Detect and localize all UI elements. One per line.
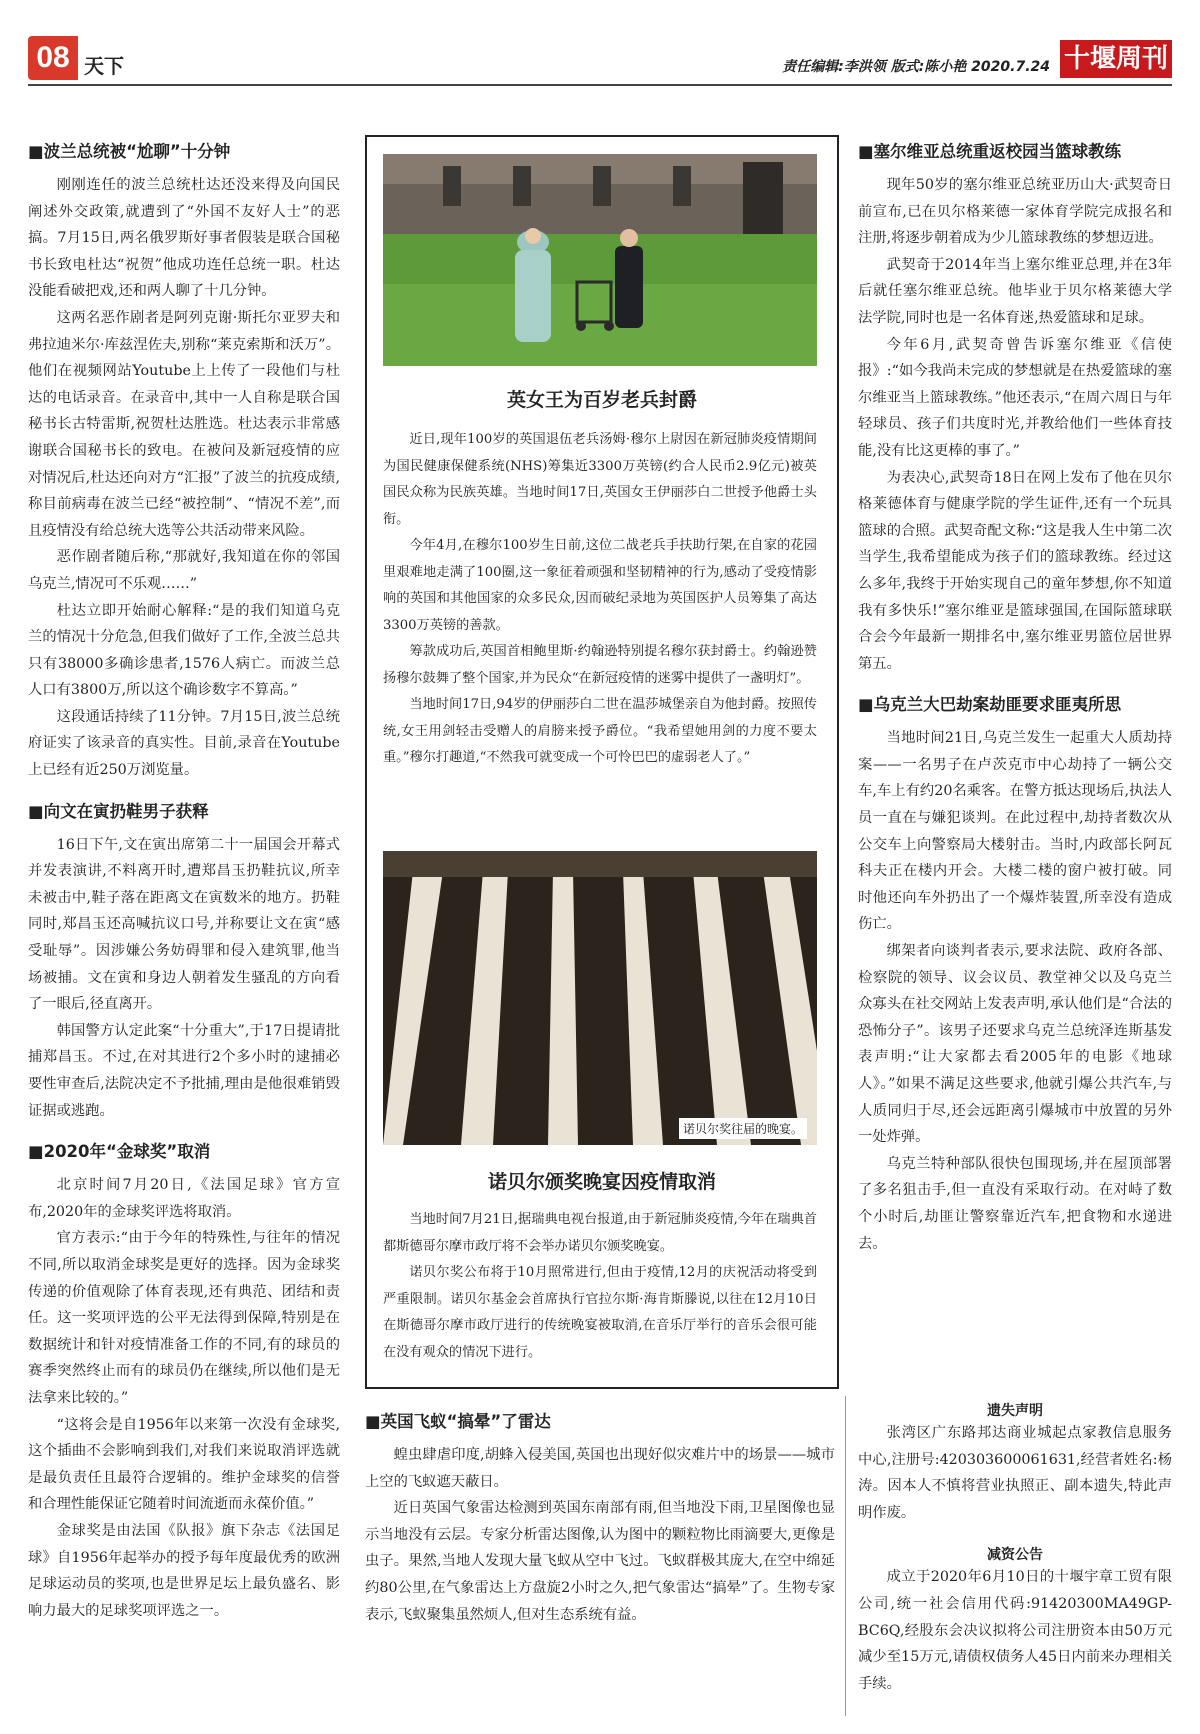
paragraph: 杜达立即开始耐心解释:“是的我们知道乌克兰的情况十分危急,但我们做好了工作,全波兰总共只有38000多确诊患者,1576人病亡。而波兰总人口有3800万,所以这个确诊数字不算高。”	[28, 602, 340, 699]
header-divider	[28, 84, 1172, 86]
notices	[858, 1400, 1172, 1697]
paragraph: 近日英国气象雷达检测到英国东南部有雨,但当地没下雨,卫星图像也显示当地没有云层。专家分析雷达图像,认为图中的颗粒物比雨滴要大,更像是虫子。果然,当地人发现大量飞蚁从空中飞过。飞蚁群极其庞大,在空中绵延约80公里,在气象雷达上方盘旋2小时之久,把气象雷达“搞晕”了。生物专家表示,飞蚁聚集虽然烦人,但对生态系统有益。	[365, 1500, 835, 1623]
paragraph: 当地时间21日,乌克兰发生一起重大人质劫持案——一名男子在卢茨克市中心劫持了一辆公交车,车上有约20名乘客。在警方抵达现场后,执法人员一直在与嫌犯谈判。在此过程中,劫持者数次从公交车上向警察局大楼射击。当时,内政部长阿瓦科夫正在楼内开会。大楼二楼的窗户被打破。同时他还向车外扔出了一个爆炸装置,所幸没有造成伤亡。	[858, 730, 1172, 933]
paragraph: 今年6月,武契奇曾告诉塞尔维亚《信使报》:“如今我尚未完成的梦想就是在热爱篮球的塞尔维亚当上篮球教练。”他还表示,“在周六周日与年轻球员、孩子们共度时光,并教给他们一些体育技能,没有比这更棒的事了。”	[858, 336, 1172, 459]
paragraph: 今年4月,在穆尔100岁生日前,这位二战老兵手扶助行架,在自家的花园里艰难地走满了100圈,这一象征着顽强和坚韧精神的行为,感动了受疫情影响的英国和其他国家的众多民众,因而破纪录地为英国医护人员筹集了高达3300万英镑的善款。	[383, 538, 817, 633]
paragraph: 蝗虫肆虐印度,胡蜂入侵美国,英国也出现好似灾难片中的场景——城市上空的飞蚁遮天蔽日。	[365, 1447, 835, 1490]
article-title: 诺贝尔颁奖晚宴因疫情取消	[487, 1171, 716, 1193]
center-lower-column	[365, 1408, 835, 1628]
editor-credits: 责任编辑:李洪领 版式:陈小艳 2020.7.24	[782, 59, 1050, 75]
paragraph: 这两名恶作剧者是阿列克谢·斯托尔亚罗夫和弗拉迪米尔·库兹涅佐夫,别称“莱克索斯和沃万”。他们在视频网站Youtube上上传了一段他们与杜达的电话录音。在录音中,其中一人自称是联合国秘书长古特雷斯,祝贺杜达胜选。杜达表示非常感谢联合国秘书长的致电。在被问及新冠疫情的应对情况后,杜达还向对方“汇报”了波兰的抗疫成绩,称目前病毒在波兰已经“被控制”、“情况不差”,而且疫情没有给总统大选等公共活动带来风险。	[28, 309, 340, 539]
page-header	[0, 0, 1200, 90]
paragraph: 金球奖是由法国《队报》旗下杂志《法国足球》自1956年起举办的授予每年度最优秀的欧洲足球运动员的奖项,也是世界足坛上最负盛名、影响力最大的足球奖项评选之一。	[28, 1522, 340, 1619]
paragraph: 北京时间7月20日,《法国足球》官方宣布,2020年的金球奖评选将取消。	[28, 1177, 340, 1220]
article-title: ■向文在寅扔鞋男子获释	[28, 801, 209, 821]
article-title: ■乌克兰大巴劫案劫匪要求匪夷所思	[858, 695, 1122, 715]
paragraph: 韩国警方认定此案“十分重大”,于17日提请批捕郑昌玉。不过,在对其进行2个多小时的逮捕必要性审查后,法院决定不予批捕,理由是他很难销毁证据或逃跑。	[28, 1022, 340, 1119]
paragraph: 乌克兰特种部队很快包围现场,并在屋顶部署了多名狙击手,但一直没有采取行动。在对峙了数个小时后,劫匪让警察靠近汽车,把食物和水递进去。	[858, 1155, 1172, 1252]
article-body	[383, 427, 817, 772]
left-column	[28, 138, 340, 1624]
column-divider	[845, 1396, 846, 1716]
paragraph: 恶作剧者随后称,“那就好,我知道在你的邻国乌克兰,情况可不乐观……”	[28, 549, 340, 592]
paragraph: 官方表示:“由于今年的特殊性,与往年的情况不同,所以取消金球奖是更好的选择。因为金球奖传递的价值观除了体育表现,还有典范、团结和责任。这一奖项评选的公平无法得到保障,特别是在数据统计和针对疫情准备工作的不同,有的球员的赛季突然终止而有的球员仍在继续,所以他们是无法拿来比较的。”	[28, 1230, 340, 1406]
notice-text: 张湾区广东路邦达商业城起点家教信息服务中心,注册号:420303600061631,经营者姓名:杨涛。因本人不慎将营业执照正、副本遗失,特此声明作废。	[858, 1425, 1172, 1521]
section-name: 天下	[84, 54, 124, 78]
article-title: ■英国飞蚁“搞晕”了雷达	[365, 1412, 551, 1431]
notice-title: 减资公告	[987, 1547, 1043, 1564]
right-column	[858, 138, 1172, 1257]
nobel-banquet-photo	[383, 851, 817, 1145]
paragraph: 现年50岁的塞尔维亚总统亚历山大·武契奇日前宣布,已在贝尔格莱德一家体育学院完成报名和注册,将逐步朝着成为少儿篮球教练的梦想迈进。	[858, 177, 1172, 247]
paragraph: 诺贝尔奖公布将于10月照常进行,但由于疫情,12月的庆祝活动将受到严重限制。诺贝尔基金会首席执行官拉尔斯·海肯斯滕说,以往在12月10日在斯德哥尔摩市政厅进行的传统晚宴被取消,在音乐厅举行的音乐会很可能在没有观众的情况下进行。	[383, 1265, 817, 1360]
article-title: ■2020年“金球奖”取消	[28, 1142, 211, 1162]
notice-title: 遗失声明	[987, 1403, 1043, 1419]
article-title: 英女王为百岁老兵封爵	[506, 389, 697, 411]
paragraph: 当地时间17日,94岁的伊丽莎白二世在温莎城堡亲自为他封爵。按照传统,女王用剑轻击受赠人的肩膀来授予爵位。“我希望她用剑的力度不要太重。”穆尔打趣道,“不然我可就变成一个可怜巴巴的虚弱老人了。”	[383, 697, 817, 765]
notice-text: 成立于2020年6月10日的十堰宇章工贸有限公司,统一社会信用代码:91420300MA49GP-BC6Q,经股东会决议拟将公司注册资本由50万元减少至15万元,请债权债务人45日内前来办理相关手续。	[858, 1569, 1172, 1692]
paragraph: 这段通话持续了11分钟。7月15日,波兰总统府证实了该录音的真实性。目前,录音在Youtube上已经有近250万浏览量。	[28, 708, 340, 779]
paragraph: 为表决心,武契奇18日在网上发布了他在贝尔格莱德体育与健康学院的学生证件,还有一个玩具篮球的合照。武契奇配文称:“这是我人生中第二次当学生,我希望能成为孩子们的篮球教练。经过这么多年,我终于开始实现自己的童年梦想,你不知道我有多快乐!”塞尔维亚是篮球强国,在国际篮球联合会今年最新一期排名中,塞尔维亚男篮位居世界第五。	[858, 469, 1172, 672]
article-body	[383, 1207, 817, 1366]
paragraph: 16日下午,文在寅出席第二十一届国会开幕式并发表演讲,不料离开时,遭郑昌玉扔鞋抗议,所幸未被击中,鞋子落在距离文在寅数米的地方。扔鞋同时,郑昌玉还高喊抗议口号,并称要让文在寅“感受耻辱”。因涉嫌公务妨碍罪和侵入建筑罪,他当场被捕。文在寅和身边人朝着发生骚乱的方向看了一眼后,径直离开。	[28, 836, 340, 1013]
paragraph: 刚刚连任的波兰总统杜达还没来得及向国民阐述外交政策,就遭到了“外国不友好人士”的恶搞。7月15日,两名俄罗斯好事者假装是联合国秘书长致电杜达“祝贺”他成功连任总统一职。杜达没能看破把戏,还和两人聊了十几分钟。	[28, 177, 340, 300]
photo-caption: 诺贝尔奖往届的晚宴。	[679, 1118, 807, 1139]
article-title: ■塞尔维亚总统重返校园当篮球教练	[858, 142, 1122, 161]
banquet-image	[383, 851, 817, 1145]
paragraph: 武契奇于2014年当上塞尔维亚总理,并在3年后就任塞尔维亚总统。他毕业于贝尔格莱德大学法学院,同时也是一名体育迷,热爱篮球和足球。	[858, 256, 1172, 326]
paragraph: 当地时间7月21日,据瑞典电视台报道,由于新冠肺炎疫情,今年在瑞典首都斯德哥尔摩市政厅将不会举办诺贝尔颁奖晚宴。	[383, 1212, 817, 1254]
paragraph: 绑架者向谈判者表示,要求法院、政府各部、检察院的领导、议会议员、教堂神父以及乌克兰众寡头在社交网站上发表声明,承认他们是“合法的恐怖分子”。该男子还要求乌克兰总统泽连斯基发表声明:“让大家都去看2005年的电影《地球人》。”如果不满足这些要求,他就引爆公共汽车,与人质同归于尽,还会远距离引爆城市中放置的另外一处炸弹。	[858, 943, 1172, 1146]
paragraph: 筹款成功后,英国首相鲍里斯·约翰逊特别提名穆尔获封爵士。约翰逊赞扬穆尔鼓舞了整个国家,并为民众“在新冠疫情的迷雾中提供了一盏明灯”。	[383, 644, 817, 686]
featured-box	[365, 135, 839, 1389]
paragraph: 近日,现年100岁的英国退伍老兵汤姆·穆尔上尉因在新冠肺炎疫情期间为国民健康保健系统(NHS)筹集近3300万英镑(约合人民币2.9亿元)被英国民众称为民族英雄。当地时间17日,英国女王伊丽莎白二世授予他爵士头衔。	[383, 432, 817, 527]
article-title: ■波兰总统被“尬聊”十分钟	[28, 142, 231, 161]
queen-knighting-photo	[383, 154, 817, 366]
newspaper-logo: 十堰周刊	[1060, 40, 1172, 78]
page-number: 08	[28, 36, 78, 80]
paragraph: “这将会是自1956年以来第一次没有金球奖,这个插曲不会影响到我们,对我们来说取消评选就是最负责任且最符合逻辑的。维护金球奖的信誉和合理性能保证它随着时间流逝而永葆价值。”	[28, 1416, 340, 1513]
